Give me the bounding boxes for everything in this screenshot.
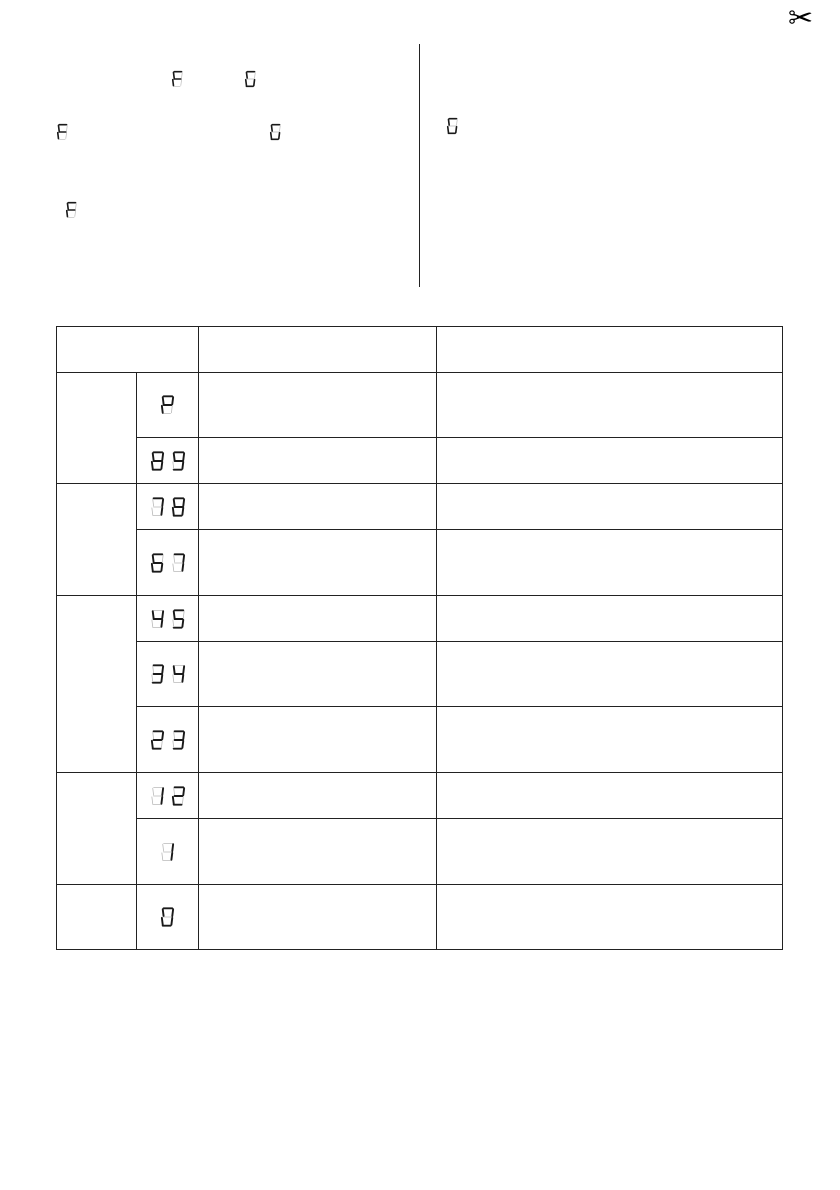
table-row (57, 819, 783, 885)
segment-b (457, 119, 458, 125)
segment-e (67, 211, 68, 217)
segment-e (448, 127, 449, 133)
segment-c (171, 852, 172, 859)
row-description (199, 885, 437, 950)
segment-b (183, 555, 184, 562)
segment-f (173, 453, 174, 460)
table-row (57, 438, 783, 484)
segment-f (152, 555, 153, 562)
segment-e (151, 461, 152, 468)
segment-b (183, 666, 184, 673)
display-digits-cell (137, 484, 199, 530)
segment-b (183, 611, 184, 618)
row-note (437, 438, 783, 484)
segment-c (254, 80, 255, 86)
segment-b (162, 611, 163, 618)
scissors-icon: ✂ (788, 2, 814, 35)
segment-f (448, 119, 449, 125)
segment-b (162, 788, 163, 795)
segment-e (151, 740, 152, 747)
segment-b (172, 909, 173, 916)
row-note (437, 373, 783, 438)
segment-f (152, 611, 153, 618)
segment-e (246, 80, 247, 86)
display-symbol-g (447, 117, 458, 135)
segment-f (152, 499, 153, 506)
group-label (57, 773, 137, 885)
segment-c (182, 461, 183, 468)
table-header-description (199, 327, 437, 373)
segment-c (161, 563, 162, 570)
display-symbol-g (270, 123, 281, 141)
segment-f (173, 555, 174, 562)
table-row (57, 885, 783, 950)
segment-b (280, 125, 281, 131)
table-row (57, 484, 783, 530)
row-note (437, 819, 783, 885)
segment-c (182, 675, 183, 682)
row-description (199, 707, 437, 773)
row-note (437, 885, 783, 950)
table-row (57, 707, 783, 773)
display-digits-cell (137, 373, 199, 438)
segment-e (172, 507, 173, 514)
segment-e (162, 852, 163, 859)
segment-e (151, 675, 152, 682)
segment-e (172, 461, 173, 468)
display-digits-cell (137, 596, 199, 642)
display-digits-cell (137, 642, 199, 707)
row-description (199, 484, 437, 530)
row-description (199, 819, 437, 885)
display-digit-7 (151, 497, 164, 517)
segment-e (271, 133, 272, 139)
segment-c (182, 563, 183, 570)
row-description (199, 596, 437, 642)
display-digit-6 (151, 553, 164, 573)
segment-c (161, 740, 162, 747)
segment-c (182, 619, 183, 626)
display-digit-1 (161, 842, 174, 862)
segment-f (163, 909, 164, 916)
segment-b (172, 397, 173, 404)
segment-b (183, 788, 184, 795)
row-description (199, 773, 437, 819)
segment-f (58, 125, 59, 131)
segment-c (161, 796, 162, 803)
table-row (57, 596, 783, 642)
segment-e (162, 918, 163, 925)
segment-e (151, 619, 152, 626)
segment-c (161, 675, 162, 682)
display-symbol-f (172, 70, 183, 88)
segment-c (279, 133, 280, 139)
segment-c (161, 461, 162, 468)
display-digit-4 (151, 609, 164, 629)
group-label (57, 885, 137, 950)
segment-c (171, 918, 172, 925)
display-digit-3 (151, 664, 164, 684)
row-note (437, 484, 783, 530)
segment-f (173, 666, 174, 673)
display-symbol-g (245, 70, 256, 88)
table-row (57, 373, 783, 438)
display-digits-cell (137, 885, 199, 950)
display-digit-1 (151, 786, 164, 806)
segment-f (173, 499, 174, 506)
segment-f (173, 72, 174, 78)
display-symbol-f (57, 123, 68, 141)
display-digit-8 (172, 497, 185, 517)
table-header-note (437, 327, 783, 373)
row-description (199, 438, 437, 484)
display-digit-p (161, 395, 174, 415)
segment-f (152, 732, 153, 739)
segment-e (151, 563, 152, 570)
row-description (199, 642, 437, 707)
display-digits-cell (137, 438, 199, 484)
segment-f (152, 788, 153, 795)
segment-f (271, 125, 272, 131)
display-digit-5 (172, 609, 185, 629)
display-digits-cell (137, 530, 199, 596)
segment-b (183, 499, 184, 506)
row-description (199, 530, 437, 596)
segment-e (172, 563, 173, 570)
segment-e (173, 80, 174, 86)
row-note (437, 773, 783, 819)
segment-b (67, 125, 68, 131)
display-digits-cell (137, 707, 199, 773)
group-label (57, 596, 137, 773)
segment-f (173, 788, 174, 795)
group-label (57, 484, 137, 596)
segment-f (152, 453, 153, 460)
segment-b (162, 666, 163, 673)
segment-b (183, 732, 184, 739)
segment-e (151, 796, 152, 803)
segment-e (172, 796, 173, 803)
row-note (437, 707, 783, 773)
segment-f (163, 844, 164, 851)
segment-c (456, 127, 457, 133)
display-digit-8 (151, 451, 164, 471)
table-row (57, 773, 783, 819)
power-level-table (56, 326, 783, 950)
segment-e (172, 675, 173, 682)
segment-b (162, 453, 163, 460)
segment-c (181, 80, 182, 86)
segment-b (182, 72, 183, 78)
segment-b (183, 453, 184, 460)
segment-c (171, 406, 172, 413)
segment-b (162, 499, 163, 506)
segment-c (182, 796, 183, 803)
segment-f (67, 203, 68, 209)
segment-c (161, 619, 162, 626)
segment-f (246, 72, 247, 78)
segment-e (58, 133, 59, 139)
segment-b (162, 732, 163, 739)
segment-f (173, 732, 174, 739)
display-digit-7 (172, 553, 185, 573)
segment-f (163, 397, 164, 404)
table-row (57, 530, 783, 596)
segment-c (182, 740, 183, 747)
table-header-level (57, 327, 199, 373)
segment-c (182, 507, 183, 514)
segment-b (172, 844, 173, 851)
display-digit-3 (172, 730, 185, 750)
row-note (437, 596, 783, 642)
display-digit-2 (172, 786, 185, 806)
row-description (199, 373, 437, 438)
segment-c (161, 507, 162, 514)
segment-b (255, 72, 256, 78)
segment-c (66, 133, 67, 139)
column-divider (419, 44, 420, 287)
segment-b (162, 555, 163, 562)
display-digit-2 (151, 730, 164, 750)
table-row (57, 642, 783, 707)
group-label (57, 373, 137, 484)
segment-b (76, 203, 77, 209)
segment-f (173, 611, 174, 618)
display-digits-cell (137, 773, 199, 819)
row-note (437, 530, 783, 596)
display-digits-cell (137, 819, 199, 885)
segment-e (151, 507, 152, 514)
segment-e (162, 406, 163, 413)
segment-e (172, 619, 173, 626)
display-digit-9 (172, 451, 185, 471)
display-digit-0 (161, 907, 174, 927)
segment-f (152, 666, 153, 673)
display-symbol-f (66, 201, 77, 219)
row-note (437, 642, 783, 707)
segment-c (75, 211, 76, 217)
segment-e (172, 740, 173, 747)
display-digit-4 (172, 664, 185, 684)
